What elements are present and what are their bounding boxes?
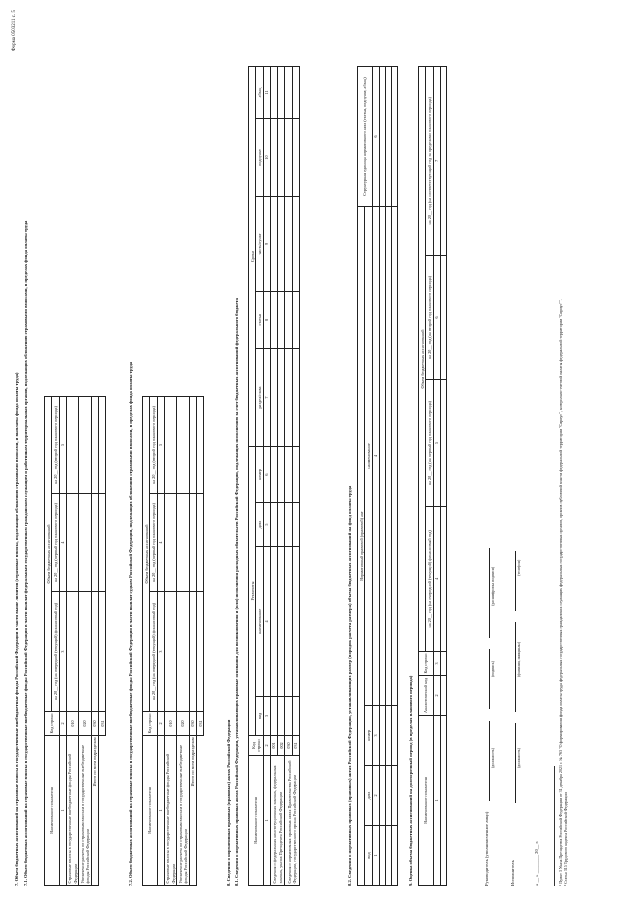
rotated-content: [10, 10, 630, 894]
col-number: номер: [365, 706, 372, 766]
num-cell: 1: [433, 716, 440, 886]
value-cell[interactable]: [99, 397, 106, 494]
caption-phone: (телефон): [516, 559, 521, 576]
head-position-field[interactable]: [485, 721, 490, 801]
value-cell[interactable]: [197, 493, 204, 591]
head-decoding-field[interactable]: [485, 548, 490, 638]
col-y3: на 20__ год (второй год планового периода): [52, 397, 59, 494]
row-name: Сведения о федеральных конституционных законах, федеральных законах, указах Президента Российской Федерации: [270, 756, 285, 886]
table-row: [66, 397, 79, 886]
table-row: [285, 67, 292, 886]
section-8-heading: 8. Сведения о нормативных правовых (правовых) актах Российской Федерации: [226, 719, 231, 886]
row-code: 020: [79, 712, 92, 736]
num-cell: 5: [59, 397, 66, 494]
col-part: часть/пункт: [256, 197, 263, 292]
num-cell: 2: [157, 712, 164, 736]
row-name: Страховые взносы в государственные внебюджетные фонды Российской Федерации: [164, 736, 177, 886]
row-total: Итого по всем подразделам: [91, 736, 98, 886]
value-cell[interactable]: [91, 397, 98, 494]
table-row: [79, 397, 92, 886]
col-y1: на 20__ год (на очередной (текущий) финансовый год): [52, 592, 59, 712]
value-cell[interactable]: [66, 493, 79, 591]
row-code: 031: [99, 712, 106, 736]
executor-phone-field[interactable]: [511, 551, 516, 611]
col-structure: Структурная единица нормативного акта (статья, подпункт, абзац): [358, 67, 373, 207]
value-cell[interactable]: [79, 397, 92, 494]
num-cell: 1: [157, 736, 164, 886]
num-cell: 6: [263, 447, 270, 503]
row-code: 031: [292, 736, 299, 756]
num-cell: 1: [59, 736, 66, 886]
num-cell: 10: [263, 118, 270, 196]
table-7-2: [142, 396, 204, 886]
num-cell: 4: [433, 506, 440, 651]
col-y3: на 20__ год (второй год планового периода): [150, 397, 157, 494]
signature-date: « __ » ________ 20__ г.: [534, 840, 539, 886]
num-cell: 5: [263, 503, 270, 547]
num-cell: 6: [372, 67, 379, 207]
section-7-title: [14, 46, 28, 886]
caption-decoding: (расшифровка подписи): [490, 566, 495, 606]
caption-fio: (фамилия, инициалы): [516, 641, 521, 677]
table-row: [189, 397, 196, 886]
table-8-1: [248, 66, 300, 886]
section-7-1-heading: 7.1. Объем бюджетных ассигнований на страховые взносы в государственные внебюджетные фонды Российской Федерации в части выплат федеральным государственным гражданским служащим и работникам территориальных органов, подлежащих обложению страховыми взносами, в пределах фонда оплаты труда: [22, 220, 28, 886]
row-code: 030: [285, 736, 292, 756]
table-row: [270, 67, 277, 886]
row-code: 030: [189, 712, 196, 736]
value-cell[interactable]: [91, 493, 98, 591]
row-name: Увеличение расчета по страховым взносам в государственные внебюджетные фонды Российской Федерации: [79, 736, 92, 886]
row-code: 001: [270, 736, 277, 756]
footnote-1: ¹ Пункт 3 Указа Президента Российской Федерации от 31 декабря 2021 г. № 763 "О формировании фонда оплаты труда федеральных государственных гражданских служащих федеральных государственных органов, органов публичной власти федеральной территории "Сириус", контрольно-счетной палаты федеральной территории "Сириус"".: [558, 299, 563, 886]
col-title: наименование: [256, 546, 263, 696]
col-terms: Сроки: [249, 67, 256, 447]
col-code: Код строки: [419, 652, 434, 676]
row-code: 031: [197, 712, 204, 736]
section-8-2-heading: 8.2. Сведения о нормативных правовых (правовых) актах Российской Федерации, устанавливающих размер (порядок расчета размера) объема бюджетных ассигнований на фонд оплаты труда: [347, 485, 352, 886]
col-kind: вид: [365, 826, 372, 886]
row-code: 030: [91, 712, 98, 736]
value-cell[interactable]: [66, 592, 79, 712]
caption-position: (должность): [516, 748, 521, 768]
table-row: [391, 67, 397, 886]
row-total: Итого по всем подразделам: [189, 736, 196, 886]
col-volume: Объем бюджетных ассигнований: [143, 397, 150, 712]
table-row: [177, 397, 190, 886]
value-cell[interactable]: [164, 493, 177, 591]
value-cell[interactable]: [189, 592, 196, 712]
num-cell: 8: [263, 291, 270, 348]
num-cell: 3: [59, 592, 66, 712]
table-7-1: [44, 396, 106, 886]
num-cell: 4: [372, 207, 379, 706]
col-name: Наименование показателя: [419, 716, 434, 886]
executor-label: Исполнитель: [510, 860, 515, 886]
num-cell: 11: [263, 67, 270, 119]
col-y1: на 20__ год (на очередной (текущий) финансовый год): [426, 506, 433, 651]
col-analytic: Аналитический код: [419, 676, 434, 716]
row-name: Увеличение расчета по страховым взносам в государственные внебюджетные фонды Российской Федерации: [177, 736, 190, 886]
executor-position-field[interactable]: [511, 723, 516, 803]
value-cell[interactable]: [197, 592, 204, 712]
signature-head: [484, 548, 495, 886]
col-name: Наименование показателя: [45, 736, 60, 886]
value-cell[interactable]: [164, 592, 177, 712]
row-name: Сведения о нормативных правовых актах Правительства Российской Федерации, государственного органа Российской Федерации: [285, 756, 300, 886]
col-name: Наименование показателя: [143, 736, 158, 886]
col-act: Нормативный правовой (правовой) акт: [358, 207, 365, 886]
table-8-2: [357, 66, 398, 886]
value-cell[interactable]: [66, 397, 79, 494]
num-cell: 4: [157, 493, 164, 591]
section-8-1-heading: 8.1. Сведения о нормативных правовых актах Российской Федерации, устанавливающих правовые основания для возникновения и (или) исполнения расходных обязательств Российской Федерации, подлежащих исполнению за счет бюджетных ассигнований федерального бюджета: [233, 298, 239, 886]
row-code: 010: [66, 712, 79, 736]
col-number: номер: [256, 447, 263, 503]
num-cell: 3: [433, 652, 440, 676]
col-y4: на 20__ год (на соответствующий год за пределами планового периода): [426, 67, 433, 256]
col-code: Код строки: [143, 712, 158, 736]
footnote-rule: [554, 766, 555, 886]
col-code: Код строки: [45, 712, 60, 736]
col-paragraph: абзац: [256, 67, 263, 119]
section-7-heading: 7. Объем бюджетных ассигнований на страховые взносы в государственные внебюджетные фонды Российской Федерации в части выше лимитов (страховые взносы, подлежащие обложению страховыми взносами, и выплаты фонда оплаты труда): [14, 372, 19, 886]
value-cell[interactable]: [164, 397, 177, 494]
head-signature-field[interactable]: [485, 649, 490, 709]
row-name: Страховые взносы в государственные внебюджетные фонды Российской Федерации: [66, 736, 79, 886]
value-cell[interactable]: [99, 592, 106, 712]
col-y2: на 20__ год (первый год планового периода): [52, 493, 59, 591]
num-cell: 2: [372, 766, 379, 826]
col-code: Код строки: [249, 736, 264, 756]
num-cell: 7: [263, 348, 270, 446]
col-subitem: подпункт: [256, 118, 263, 196]
col-kind: вид: [256, 696, 263, 735]
col-volume: Объем бюджетных ассигнований: [419, 67, 426, 652]
col-date: дата: [256, 503, 263, 547]
table-9: [418, 66, 447, 886]
table-row: [197, 397, 204, 886]
col-y3: на 20__ год (на второй год планового периода): [426, 255, 433, 380]
num-cell: 9: [263, 197, 270, 292]
num-cell: 5: [157, 397, 164, 494]
footnotes: [558, 26, 568, 886]
table-row: [164, 397, 177, 886]
num-cell: 3: [157, 592, 164, 712]
section-8-title: [226, 46, 239, 886]
caption-position: (должность): [490, 748, 495, 768]
num-cell: 4: [263, 546, 270, 696]
col-name: Наименование показателя: [249, 756, 264, 886]
num-cell: 5: [433, 380, 440, 506]
num-cell: 2: [263, 736, 270, 756]
caption-signature: (подпись): [490, 661, 495, 677]
num-cell: 3: [263, 696, 270, 735]
value-cell[interactable]: [189, 493, 196, 591]
section-7-2-heading: 7.2. Объем бюджетных ассигнований на страховые взносы в государственные внебюджетные фонды Российской Федерации в части выплат судьям Российской Федерации, подлежащих обложению страховыми взносами, в пределах фонда оплаты труда: [128, 361, 133, 886]
value-cell[interactable]: [197, 397, 204, 494]
form-code: Форма 0503211 с. 5: [12, 10, 17, 52]
col-y1: на 20__ год (на очередной (текущий) финансовый год): [150, 592, 157, 712]
value-cell[interactable]: [79, 592, 92, 712]
row-code: 010: [164, 712, 177, 736]
col-requisites: Реквизиты: [249, 447, 256, 736]
num-cell: 3: [372, 706, 379, 766]
col-section: раздел/глава: [256, 348, 263, 446]
table-row: [99, 397, 106, 886]
value-cell[interactable]: [91, 592, 98, 712]
table-row: [91, 397, 98, 886]
row-code: 002: [278, 736, 285, 756]
value-cell[interactable]: [79, 493, 92, 591]
num-cell: 7: [433, 67, 440, 256]
col-article: статья: [256, 291, 263, 348]
num-cell: 2: [59, 712, 66, 736]
executor-fio-field[interactable]: [511, 622, 516, 712]
num-cell: 1: [263, 756, 270, 886]
section-9-heading: 9. Оценка объема бюджетных ассигнований на долгосрочный период (в пределах планового периода): [408, 675, 413, 886]
value-cell[interactable]: [99, 493, 106, 591]
col-y2: на 20__ год (на первый год планового периода): [426, 380, 433, 506]
col-title: наименование: [365, 207, 372, 706]
num-cell: 1: [372, 826, 379, 886]
col-date: дата: [365, 766, 372, 826]
num-cell: 4: [59, 493, 66, 591]
footnote-2: ² Статья 315 Трудового кодекса Российской Федерации: [563, 792, 569, 886]
row-code: 020: [177, 712, 190, 736]
value-cell[interactable]: [177, 592, 190, 712]
table-row: [440, 67, 446, 886]
value-cell[interactable]: [189, 397, 196, 494]
value-cell[interactable]: [177, 493, 190, 591]
num-cell: 2: [433, 676, 440, 716]
value-cell[interactable]: [177, 397, 190, 494]
col-y2: на 20__ год (первый год планового периода): [150, 493, 157, 591]
head-label: Руководитель (уполномоченное лицо): [484, 811, 489, 886]
num-cell: 6: [433, 255, 440, 380]
signature-executor: [510, 551, 521, 886]
col-volume: Объем бюджетных ассигнований: [45, 397, 52, 712]
